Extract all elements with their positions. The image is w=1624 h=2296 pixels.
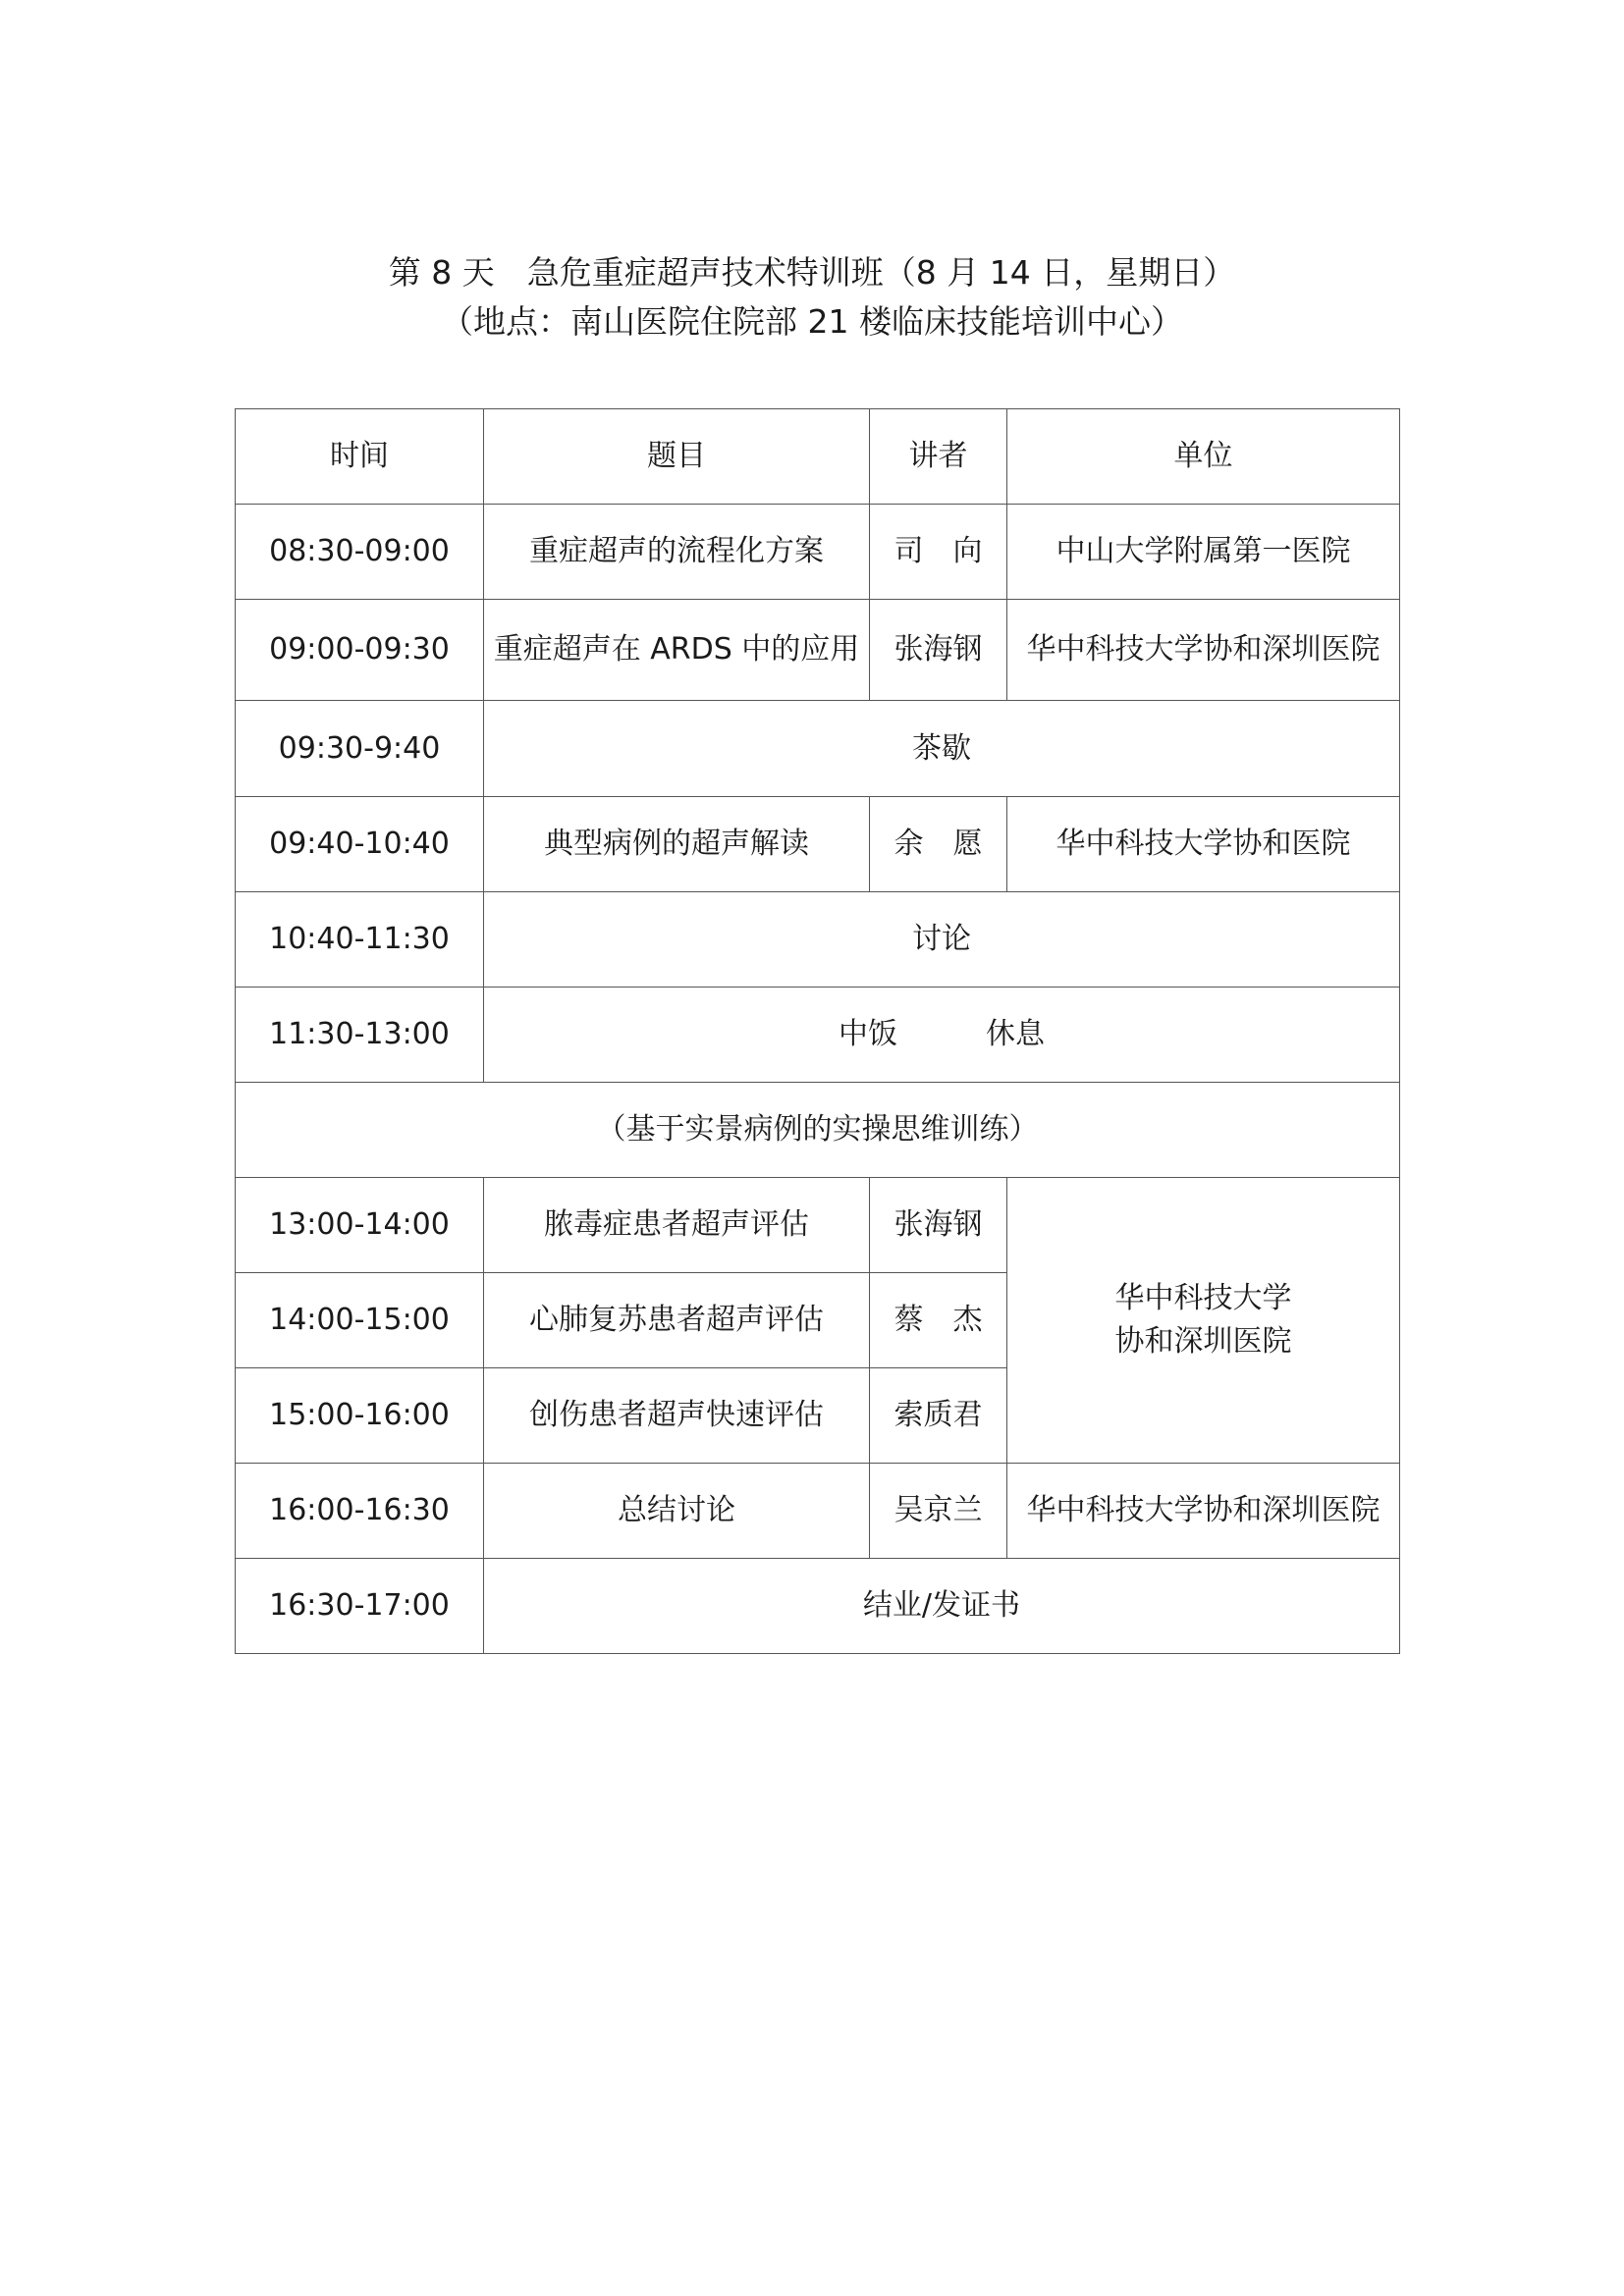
page-title: 第 8 天 急危重症超声技术特训班（8 月 14 日，星期日） <box>388 253 1236 292</box>
row-lunch: 中饭 休息 <box>484 988 1400 1083</box>
schedule-table <box>235 408 1400 1654</box>
row-break: 茶歇 <box>484 701 1400 797</box>
row-topic: 重症超声在 ARDS 中的应用 <box>484 600 870 701</box>
row-unit-merged: 华中科技大学 协和深圳医院 <box>1007 1178 1400 1464</box>
header-unit: 单位 <box>1007 409 1400 505</box>
row-topic: 脓毒症患者超声评估 <box>484 1178 870 1273</box>
header-topic: 题目 <box>484 409 870 505</box>
row-topic: 重症超声的流程化方案 <box>484 505 870 600</box>
row-speaker: 蔡 杰 <box>870 1273 1007 1368</box>
row-time: 08:30-09:00 <box>236 505 484 600</box>
row-time: 09:30-9:40 <box>236 701 484 797</box>
table-row <box>236 1178 1400 1273</box>
header-speaker: 讲者 <box>870 409 1007 505</box>
table-section-row <box>236 1083 1400 1178</box>
venue-subtitle: （地点：南山医院住院部 21 楼临床技能培训中心） <box>441 302 1183 341</box>
row-speaker: 吴京兰 <box>870 1464 1007 1559</box>
row-speaker: 张海钢 <box>870 600 1007 701</box>
row-speaker: 余 愿 <box>870 797 1007 892</box>
row-unit: 中山大学附属第一医院 <box>1007 505 1400 600</box>
row-time: 13:00-14:00 <box>236 1178 484 1273</box>
row-topic: 创伤患者超声快速评估 <box>484 1368 870 1464</box>
row-speaker: 张海钢 <box>870 1178 1007 1273</box>
table-row <box>236 600 1400 701</box>
row-topic: 典型病例的超声解读 <box>484 797 870 892</box>
row-time: 11:30-13:00 <box>236 988 484 1083</box>
section-title: （基于实景病例的实操思维训练） <box>236 1083 1400 1178</box>
row-speaker: 司 向 <box>870 505 1007 600</box>
header-time: 时间 <box>236 409 484 505</box>
table-row <box>236 1464 1400 1559</box>
row-time: 15:00-16:00 <box>236 1368 484 1464</box>
row-speaker: 索质君 <box>870 1368 1007 1464</box>
row-time: 09:00-09:30 <box>236 600 484 701</box>
row-discussion: 讨论 <box>484 892 1400 988</box>
row-topic: 心肺复苏患者超声评估 <box>484 1273 870 1368</box>
table-row <box>236 892 1400 988</box>
row-time: 16:30-17:00 <box>236 1559 484 1654</box>
row-time: 14:00-15:00 <box>236 1273 484 1368</box>
row-closing: 结业/发证书 <box>484 1559 1400 1654</box>
row-topic: 总结讨论 <box>484 1464 870 1559</box>
row-unit: 华中科技大学协和深圳医院 <box>1007 1464 1400 1559</box>
table-header-row <box>236 409 1400 505</box>
row-time: 09:40-10:40 <box>236 797 484 892</box>
row-time: 16:00-16:30 <box>236 1464 484 1559</box>
table-row <box>236 797 1400 892</box>
row-unit: 华中科技大学协和医院 <box>1007 797 1400 892</box>
table-row <box>236 988 1400 1083</box>
table-row <box>236 505 1400 600</box>
row-time: 10:40-11:30 <box>236 892 484 988</box>
table-row <box>236 1559 1400 1654</box>
row-unit: 华中科技大学协和深圳医院 <box>1007 600 1400 701</box>
table-row <box>236 701 1400 797</box>
